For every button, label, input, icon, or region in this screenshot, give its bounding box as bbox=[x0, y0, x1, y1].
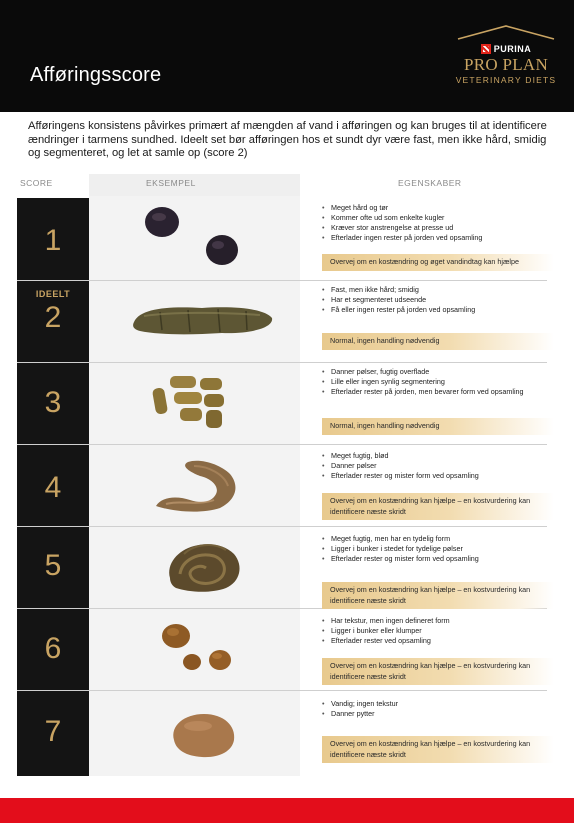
property-item: • Lille eller ingen synlig segmentering bbox=[322, 377, 552, 387]
stool-score-3-image bbox=[150, 372, 230, 432]
score-number: 7 bbox=[44, 715, 62, 748]
stool-score-6-image bbox=[156, 620, 238, 678]
properties-list bbox=[322, 534, 552, 564]
property-item: • Ligger i bunker eller klumper bbox=[322, 626, 552, 636]
column-header-score: SCORE bbox=[20, 178, 53, 188]
recommendation-note: Overvej om en kostændring kan hjælpe – en kostvurdering kan identificere næste skridt bbox=[322, 658, 554, 685]
score-number: 4 bbox=[44, 471, 62, 504]
properties-list bbox=[322, 285, 552, 315]
recommendation-note: Overvej om en kostændring kan hjælpe – en kostvurdering kan identificere næste skridt bbox=[322, 493, 554, 520]
property-item: • Ligger i bunker i stedet for tydelige pølser bbox=[322, 544, 552, 554]
properties-list bbox=[322, 203, 552, 243]
ideal-badge: IDEELT bbox=[35, 289, 71, 299]
stool-score-7-image bbox=[168, 710, 238, 760]
footer-bar bbox=[0, 798, 574, 823]
property-item: • Efterlader rester ved opsamling bbox=[322, 636, 552, 646]
proplan-logo bbox=[446, 24, 566, 94]
column-header-example: EKSEMPEL bbox=[146, 178, 196, 188]
property-item: • Meget fugtig, men har en tydelig form bbox=[322, 534, 552, 544]
purina-badge bbox=[464, 42, 548, 56]
property-item: • Vandig; ingen tekstur bbox=[322, 699, 552, 709]
row-divider bbox=[17, 362, 547, 363]
score-number: 2 bbox=[44, 301, 62, 334]
property-item: • Efterlader rester og mister form ved opsamling bbox=[322, 471, 552, 481]
property-item: • Meget hård og tør bbox=[322, 203, 552, 213]
stool-score-4-image bbox=[150, 456, 242, 514]
score-number: 1 bbox=[44, 224, 62, 257]
intro-text: Afføringens konsistens påvirkes primært af mængden af vand i afføringen og kan bruges til at identificere ændringer i tarmens sundhed. Ideelt set bør afføringen hos et sundt dyr være fast, men ikke hård, smidig og segmenteret, og let at samle op (score 2) bbox=[28, 120, 547, 159]
property-item: • Danner pølser bbox=[322, 461, 552, 471]
property-item: • Fast, men ikke hård; smidig bbox=[322, 285, 552, 295]
score-number: 6 bbox=[44, 632, 62, 665]
stool-score-5-image bbox=[164, 538, 244, 594]
properties-list bbox=[322, 451, 552, 481]
recommendation-note: Normal, ingen handling nødvendig bbox=[322, 333, 554, 350]
property-item: • Har tekstur, men ingen defineret form bbox=[322, 616, 552, 626]
score-number: 3 bbox=[44, 386, 62, 419]
purina-checkerboard-icon bbox=[481, 44, 491, 54]
stool-score-1-image bbox=[140, 204, 250, 270]
page-title: Afføringsscore bbox=[30, 64, 162, 86]
property-item: • Danner pytter bbox=[322, 709, 552, 719]
recommendation-note: Overvej om en kostændring kan hjælpe – en kostvurdering kan identificere næste skridt bbox=[322, 736, 554, 763]
property-item: • Har et segmenteret udseende bbox=[322, 295, 552, 305]
recommendation-note: Overvej om en kostændring og øget vandindtag kan hjælpe bbox=[322, 254, 554, 271]
row-divider bbox=[17, 280, 547, 281]
properties-list bbox=[322, 616, 552, 646]
column-header-properties: EGENSKABER bbox=[398, 178, 462, 188]
property-item: • Efterlader rester på jorden, men bevarer form ved opsamling bbox=[322, 387, 552, 397]
stool-score-2-image bbox=[130, 302, 276, 338]
logo-roof-icon bbox=[456, 24, 556, 40]
property-item: • Få eller ingen rester på jorden ved opsamling bbox=[322, 305, 552, 315]
row-divider bbox=[17, 690, 547, 691]
property-item: • Efterlader rester og mister form ved opsamling bbox=[322, 554, 552, 564]
property-item: • Efterlader ingen rester på jorden ved opsamling bbox=[322, 233, 552, 243]
properties-list bbox=[322, 367, 552, 397]
property-item: • Kommer ofte ud som enkelte kugler bbox=[322, 213, 552, 223]
row-divider bbox=[17, 444, 547, 445]
property-item: • Danner pølser, fugtig overflade bbox=[322, 367, 552, 377]
logo-brand: PURINA bbox=[493, 44, 532, 54]
logo-line1: PRO PLAN bbox=[463, 55, 549, 74]
properties-list bbox=[322, 699, 552, 719]
recommendation-note: Normal, ingen handling nødvendig bbox=[322, 418, 554, 435]
logo-line2: VETERINARY DIETS bbox=[455, 75, 557, 85]
row-divider bbox=[17, 526, 547, 527]
score-number: 5 bbox=[44, 549, 62, 582]
property-item: • Kræver stor anstrengelse at presse ud bbox=[322, 223, 552, 233]
property-item: • Meget fugtig, blød bbox=[322, 451, 552, 461]
recommendation-note: Overvej om en kostændring kan hjælpe – en kostvurdering kan identificere næste skridt bbox=[322, 582, 554, 609]
